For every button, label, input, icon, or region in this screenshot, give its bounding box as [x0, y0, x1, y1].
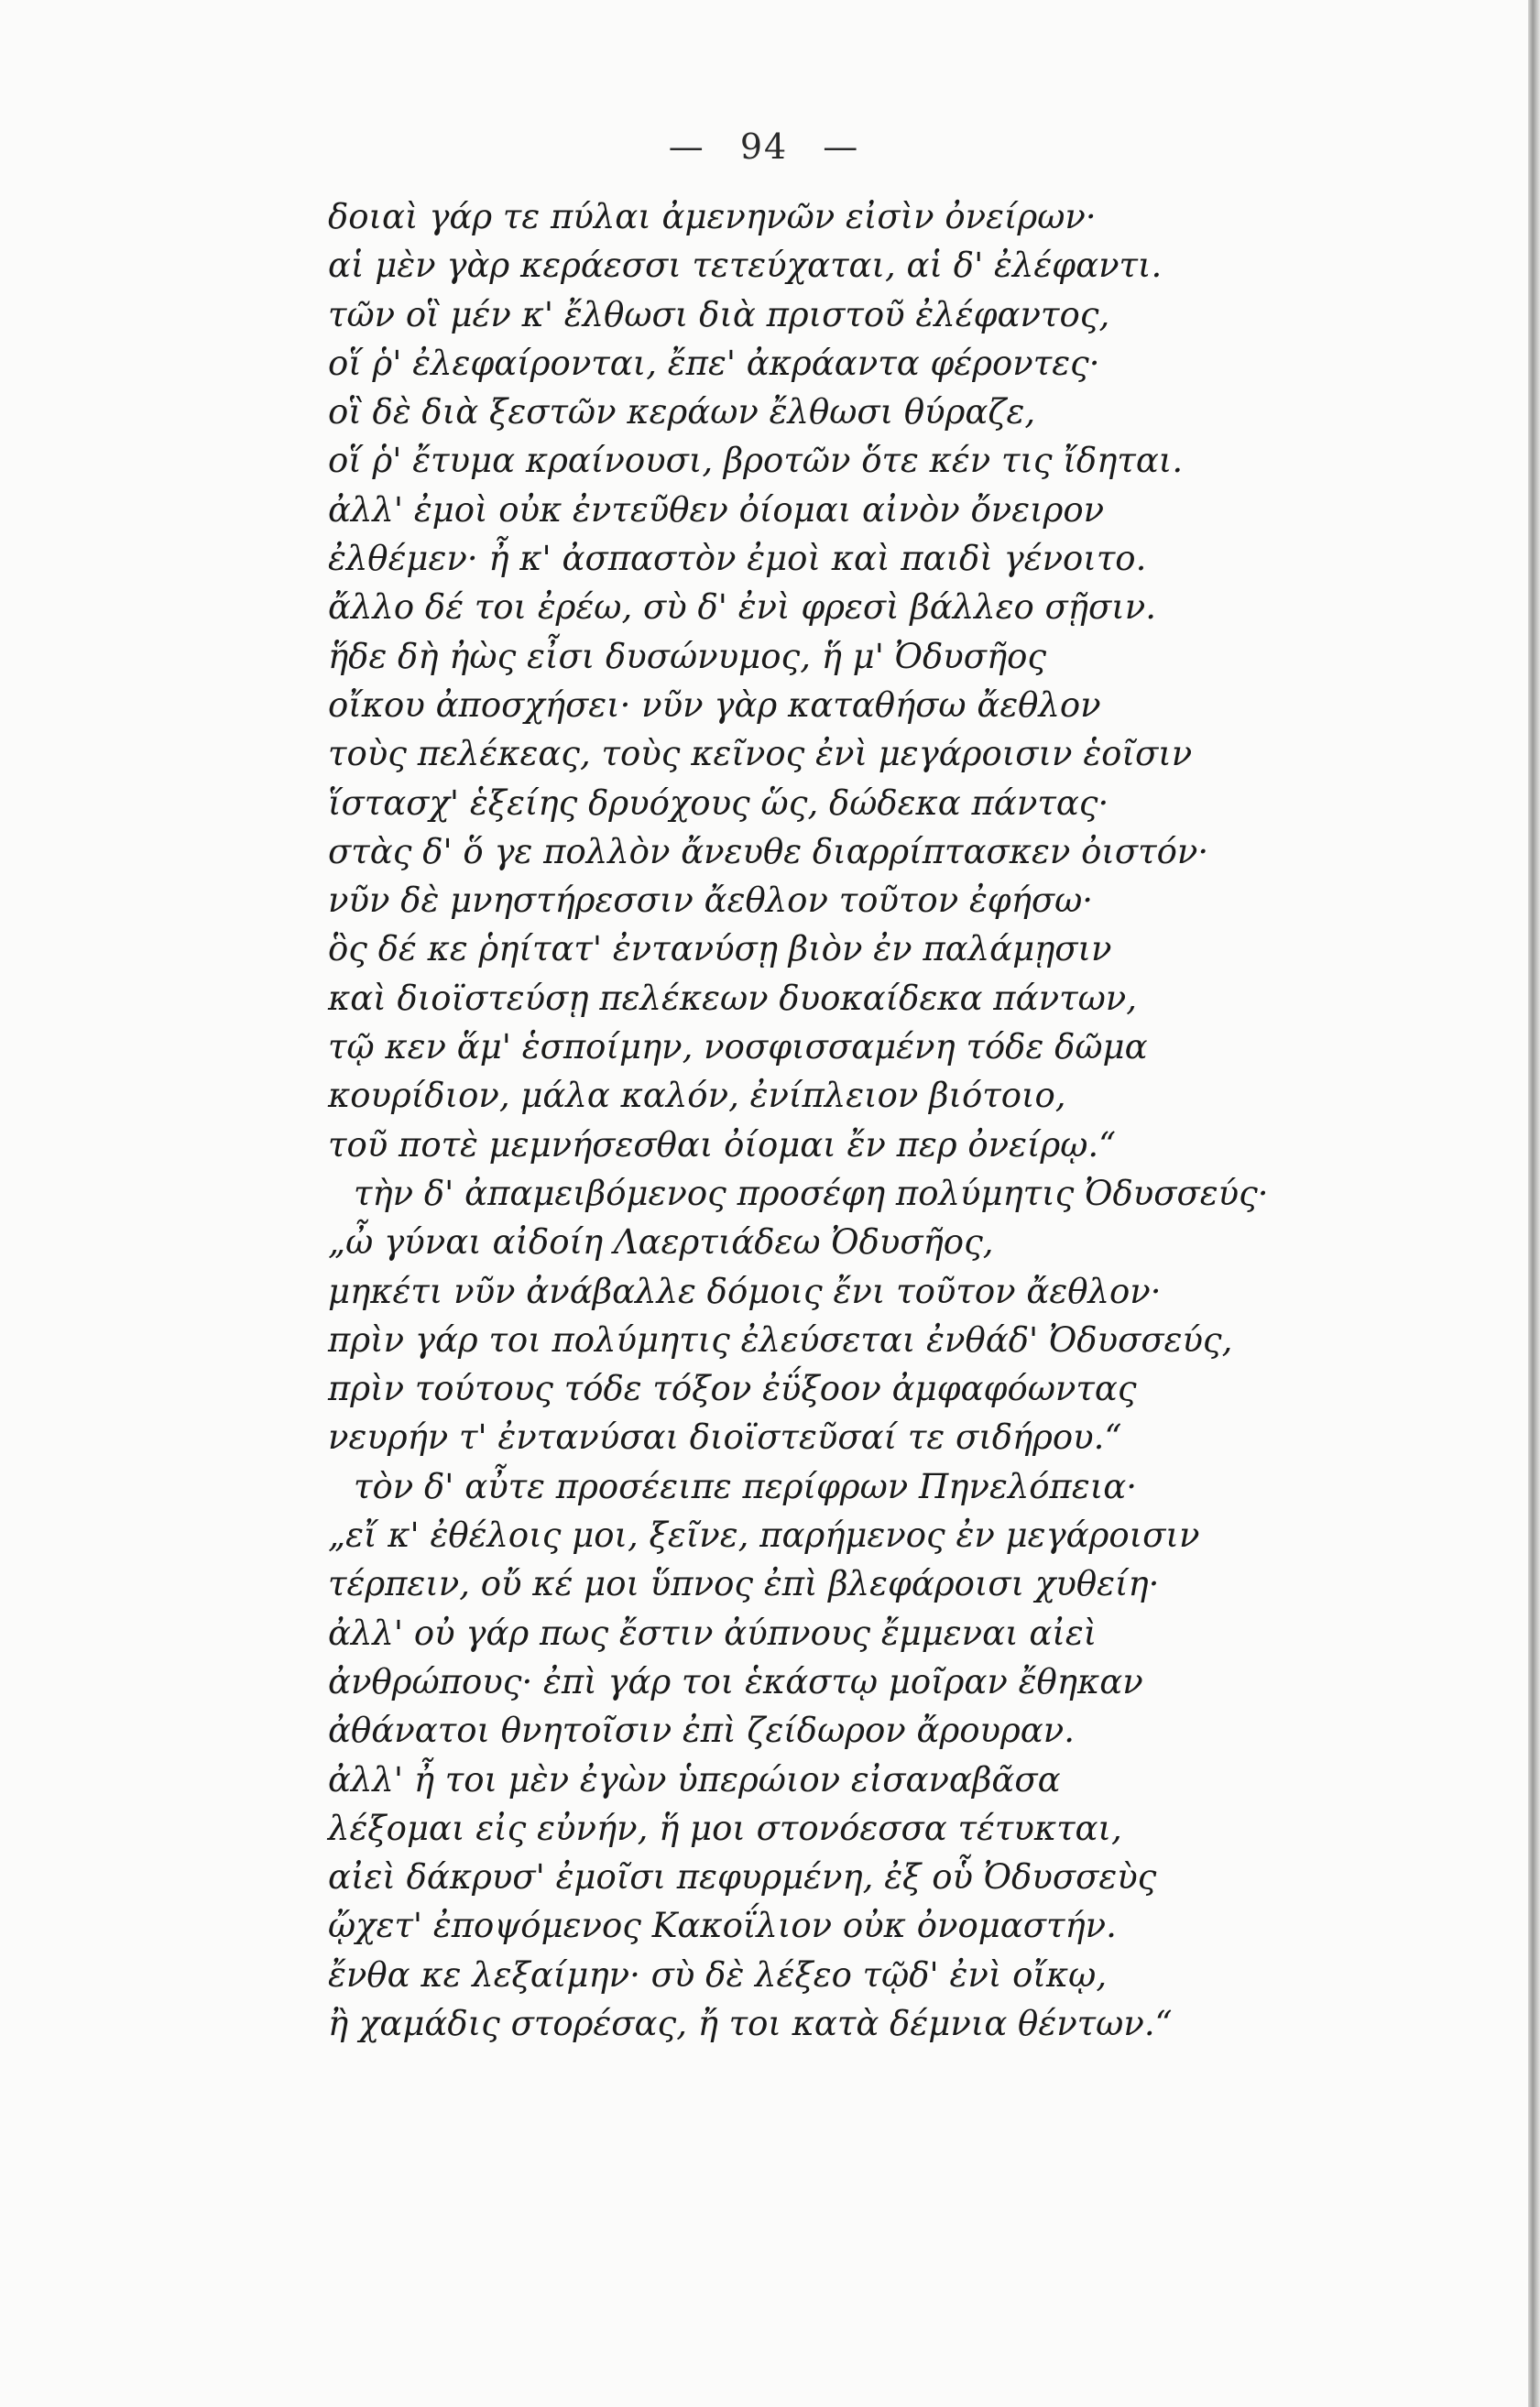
- verse-line: ἀλλ' οὐ γάρ πως ἔστιν ἀύπνους ἔμμεναι αἰεὶ: [328, 1613, 1098, 1653]
- verse-line: τοὺς πελέκεας, τοὺς κεῖνος ἐνὶ μεγάροισιν ἑοῖσιν: [328, 734, 1193, 774]
- verse-line: νευρήν τ' ἐντανύσαι διοϊστεῦσαί τε σιδήρου.“: [328, 1417, 1122, 1458]
- verse-line: τὴν δ' ἀπαμειβόμενος προσέφη πολύμητις Ὀδυσσεύς·: [354, 1173, 1269, 1213]
- verse-line: λέξομαι εἰς εὐνήν, ἥ μοι στονόεσσα τέτυκται,: [328, 1808, 1122, 1848]
- verse-line: ἢ χαμάδις στορέσας, ἤ τοι κατὰ δέμνια θέντων.“: [328, 2003, 1173, 2043]
- verse-line: ἄλλο δέ τοι ἐρέω, σὺ δ' ἐνὶ φρεσὶ βάλλεο σῇσιν.: [328, 587, 1156, 628]
- verse-line: τῶν οἳ μέν κ' ἔλθωσι διὰ πριστοῦ ἐλέφαντος,: [328, 294, 1110, 334]
- verse-line: „εἴ κ' ἐθέλοις μοι, ξεῖνε, παρήμενος ἐν μεγάροισιν: [328, 1515, 1200, 1556]
- verse-line: νῦν δὲ μνηστήρεσσιν ἄεθλον τοῦτον ἐφήσω·: [328, 881, 1094, 921]
- verse-line: τέρπειν, οὔ κέ μοι ὕπνος ἐπὶ βλεφάροισι χυθείη·: [328, 1564, 1160, 1604]
- verse-line: καὶ διοϊστεύσῃ πελέκεων δυοκαίδεκα πάντων,: [328, 978, 1137, 1018]
- verse-line: ἵστασχ' ἑξείης δρυόχους ὥς, δώδεκα πάντας·: [328, 782, 1109, 823]
- verse-text: [328, 192, 1269, 2048]
- verse-line: ὃς δέ κε ῥηίτατ' ἐντανύσῃ βιὸν ἐν παλάμῃσιν: [328, 929, 1112, 969]
- verse-line: „ὦ γύναι αἰδοίη Λαερτιάδεω Ὀδυσῆος,: [328, 1222, 994, 1263]
- verse-line: πρὶν γάρ τοι πολύμητις ἐλεύσεται ἐνθάδ' Ὀδυσσεύς,: [328, 1319, 1233, 1360]
- verse-line: ἔνθα κε λεξαίμην· σὺ δὲ λέξεο τῷδ' ἐνὶ οἴκῳ,: [328, 1954, 1108, 1995]
- page-header: [0, 126, 1528, 167]
- verse-line: οἴκου ἀποσχήσει· νῦν γὰρ καταθήσω ἄεθλον: [328, 684, 1101, 725]
- verse-line: ἀλλ' ἦ τοι μὲν ἐγὼν ὑπερώιον εἰσαναβᾶσα: [328, 1759, 1061, 1800]
- verse-line: ἐλθέμεν· ἦ κ' ἀσπαστὸν ἐμοὶ καὶ παιδὶ γένοιτο.: [328, 539, 1147, 579]
- header-dash-left: —: [668, 126, 705, 167]
- verse-line: κουρίδιον, μάλα καλόν, ἐνίπλειον βιότοιο,: [328, 1076, 1066, 1116]
- verse-line: ᾤχετ' ἐποψόμενος Κακοΐλιον οὐκ ὀνομαστήν.: [328, 1906, 1117, 1946]
- verse-line: αἰεὶ δάκρυσ' ἐμοῖσι πεφυρμένη, ἐξ οὗ Ὀδυσσεὺς: [328, 1857, 1157, 1898]
- verse-line: τῷ κεν ἅμ' ἑσποίμην, νοσφισσαμένη τόδε δῶμα: [328, 1027, 1148, 1067]
- verse-line: τοῦ ποτὲ μεμνήσεσθαι ὀίομαι ἔν περ ὀνείρῳ.“: [328, 1124, 1117, 1165]
- verse-line: ἀλλ' ἐμοὶ οὐκ ἐντεῦθεν ὀίομαι αἰνὸν ὄνειρον: [328, 489, 1105, 530]
- verse-line: οἵ ῥ' ἐλεφαίρονται, ἔπε' ἀκράαντα φέροντες·: [328, 343, 1100, 383]
- verse-line: ἥδε δὴ ἠὼς εἶσι δυσώνυμος, ἥ μ' Ὀδυσῆος: [328, 636, 1047, 676]
- verse-line: οἵ ῥ' ἔτυμα κραίνουσι, βροτῶν ὅτε κέν τις ἴδηται.: [328, 441, 1184, 481]
- verse-line: οἳ δὲ διὰ ξεστῶν κεράων ἔλθωσι θύραζε,: [328, 392, 1036, 432]
- verse-line: δοιαὶ γάρ τε πύλαι ἀμενηνῶν εἰσὶν ὀνείρων·: [328, 197, 1097, 236]
- verse-line: αἱ μὲν γὰρ κεράεσσι τετεύχαται, αἱ δ' ἐλέφαντι.: [328, 246, 1163, 286]
- header-dash-right: —: [823, 126, 860, 167]
- verse-line: ἀθάνατοι θνητοῖσιν ἐπὶ ζείδωρον ἄρουραν.: [328, 1711, 1076, 1751]
- page-edge: [1528, 0, 1540, 2407]
- verse-line: στὰς δ' ὅ γε πολλὸν ἄνευθε διαρρίπτασκεν ὀιστόν·: [328, 831, 1209, 871]
- page-number: 94: [739, 126, 789, 167]
- verse-line: μηκέτι νῦν ἀνάβαλλε δόμοις ἔνι τοῦτον ἄεθλον·: [328, 1271, 1162, 1311]
- verse-line: πρὶν τούτους τόδε τόξον ἐΰξοον ἀμφαφόωντας: [328, 1369, 1137, 1409]
- verse-line: τὸν δ' αὖτε προσέειπε περίφρων Πηνελόπεια·: [354, 1466, 1137, 1506]
- verse-line: ἀνθρώπους· ἐπὶ γάρ τοι ἑκάστῳ μοῖραν ἔθηκαν: [328, 1661, 1143, 1701]
